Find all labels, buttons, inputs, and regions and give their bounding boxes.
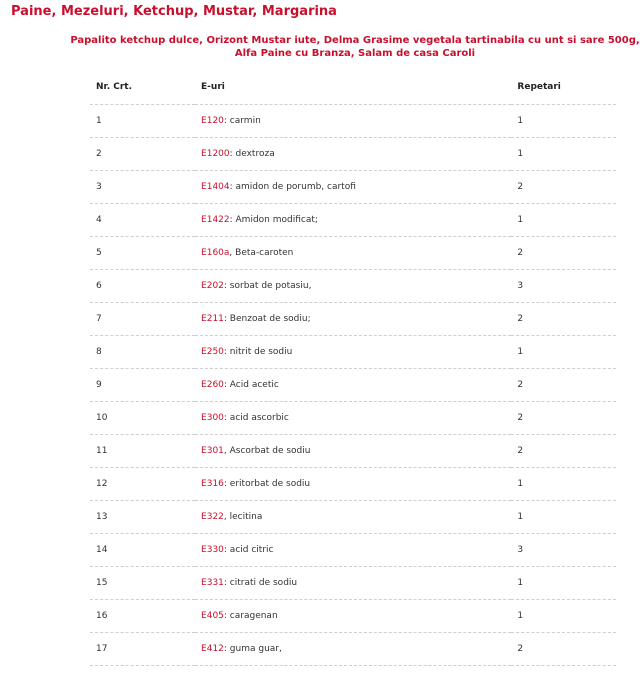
table-row <box>90 105 616 138</box>
additive-code-link[interactable]: E120 <box>201 116 224 126</box>
row-number: 14 <box>90 534 195 567</box>
additive-description: : acid ascorbic <box>223 413 289 423</box>
additive-description: : eritorbat de sodiu <box>223 479 311 489</box>
additive-cell <box>195 105 511 138</box>
row-number: 7 <box>90 303 195 336</box>
product-list-line-2: Alfa Paine cu Branza, Salam de casa Caroli <box>234 48 476 59</box>
repetitions-count: 2 <box>511 435 616 468</box>
additive-code-link[interactable]: E330 <box>201 545 224 555</box>
row-number: 16 <box>90 600 195 633</box>
additive-description: , Beta-caroten <box>229 248 294 258</box>
repetitions-count: 1 <box>511 501 616 534</box>
additive-code-link[interactable]: E412 <box>201 644 224 654</box>
repetitions-count: 1 <box>511 138 616 171</box>
additives-table <box>90 70 616 666</box>
additive-cell <box>195 633 511 666</box>
additive-code-link[interactable]: E300 <box>201 413 224 423</box>
additive-description: : sorbat de potasiu, <box>223 281 312 291</box>
additive-code-link[interactable]: E1404 <box>201 182 230 192</box>
header-nr-crt: Nr. Crt. <box>90 70 195 105</box>
table-row <box>90 468 616 501</box>
repetitions-count: 1 <box>511 468 616 501</box>
repetitions-count: 2 <box>511 633 616 666</box>
additive-description: : dextroza <box>229 149 275 159</box>
repetitions-count: 2 <box>511 303 616 336</box>
additive-code-link[interactable]: E405 <box>201 611 224 621</box>
table-row <box>90 501 616 534</box>
additive-description: : Benzoat de sodiu; <box>223 314 311 324</box>
table-row <box>90 633 616 666</box>
header-e-uri: E-uri <box>195 70 511 105</box>
table-row <box>90 270 616 303</box>
additive-cell <box>195 468 511 501</box>
row-number: 3 <box>90 171 195 204</box>
additive-code-link[interactable]: E260 <box>201 380 224 390</box>
row-number: 15 <box>90 567 195 600</box>
additive-description: : carmin <box>223 116 261 126</box>
row-number: 2 <box>90 138 195 171</box>
additive-cell <box>195 204 511 237</box>
repetitions-count: 1 <box>511 105 616 138</box>
row-number: 4 <box>90 204 195 237</box>
repetitions-count: 2 <box>511 402 616 435</box>
additive-cell <box>195 369 511 402</box>
repetitions-count: 3 <box>511 534 616 567</box>
row-number: 13 <box>90 501 195 534</box>
row-number: 8 <box>90 336 195 369</box>
additive-code-link[interactable]: E301 <box>201 446 224 456</box>
table-row <box>90 567 616 600</box>
header-repetari: Repetari <box>511 70 616 105</box>
table-row <box>90 204 616 237</box>
repetitions-count: 1 <box>511 600 616 633</box>
page-title: Paine, Mezeluri, Ketchup, Mustar, Margarina <box>11 4 337 19</box>
additive-description: : Amidon modificat; <box>229 215 318 225</box>
additive-code-link[interactable]: E1422 <box>201 215 230 225</box>
additive-description: : amidon de porumb, cartofi <box>229 182 356 192</box>
table-row <box>90 600 616 633</box>
row-number: 12 <box>90 468 195 501</box>
additive-cell <box>195 303 511 336</box>
repetitions-count: 2 <box>511 369 616 402</box>
additive-cell <box>195 402 511 435</box>
additive-description: : acid citric <box>223 545 274 555</box>
repetitions-count: 1 <box>511 204 616 237</box>
additive-description: : Acid acetic <box>223 380 279 390</box>
additive-description: , lecitina <box>223 512 263 522</box>
additive-description: : caragenan <box>223 611 278 621</box>
additive-code-link[interactable]: E250 <box>201 347 224 357</box>
row-number: 5 <box>90 237 195 270</box>
product-list-line-1: Papalito ketchup dulce, Orizont Mustar iute, Delma Grasime vegetala tartinabila cu unt si sare 500g, <box>70 35 640 46</box>
table-row <box>90 138 616 171</box>
table-header-row <box>90 70 616 105</box>
additive-cell <box>195 435 511 468</box>
additive-description: : nitrit de sodiu <box>223 347 293 357</box>
additive-description: , Ascorbat de sodiu <box>223 446 311 456</box>
repetitions-count: 2 <box>511 171 616 204</box>
table-row <box>90 336 616 369</box>
row-number: 17 <box>90 633 195 666</box>
additive-cell <box>195 336 511 369</box>
row-number: 11 <box>90 435 195 468</box>
additive-cell <box>195 237 511 270</box>
product-list <box>60 34 640 60</box>
row-number: 6 <box>90 270 195 303</box>
additive-cell <box>195 270 511 303</box>
table-row <box>90 402 616 435</box>
additive-code-link[interactable]: E1200 <box>201 149 230 159</box>
additive-cell <box>195 501 511 534</box>
row-number: 1 <box>90 105 195 138</box>
repetitions-count: 2 <box>511 237 616 270</box>
table-body <box>90 105 616 666</box>
repetitions-count: 3 <box>511 270 616 303</box>
additive-description: : citrati de sodiu <box>223 578 298 588</box>
repetitions-count: 1 <box>511 567 616 600</box>
additive-code-link[interactable]: E160a <box>201 248 230 258</box>
additive-code-link[interactable]: E331 <box>201 578 224 588</box>
table-row <box>90 534 616 567</box>
table-row <box>90 369 616 402</box>
additive-cell <box>195 534 511 567</box>
table-row <box>90 237 616 270</box>
additive-cell <box>195 171 511 204</box>
additive-cell <box>195 567 511 600</box>
table-row <box>90 171 616 204</box>
row-number: 9 <box>90 369 195 402</box>
additive-cell <box>195 600 511 633</box>
additive-code-link[interactable]: E322 <box>201 512 224 522</box>
additive-cell <box>195 138 511 171</box>
table-row <box>90 303 616 336</box>
table-row <box>90 435 616 468</box>
additive-code-link[interactable]: E202 <box>201 281 224 291</box>
repetitions-count: 1 <box>511 336 616 369</box>
additive-code-link[interactable]: E211 <box>201 314 224 324</box>
additive-code-link[interactable]: E316 <box>201 479 224 489</box>
row-number: 10 <box>90 402 195 435</box>
additive-description: : guma guar, <box>223 644 282 654</box>
